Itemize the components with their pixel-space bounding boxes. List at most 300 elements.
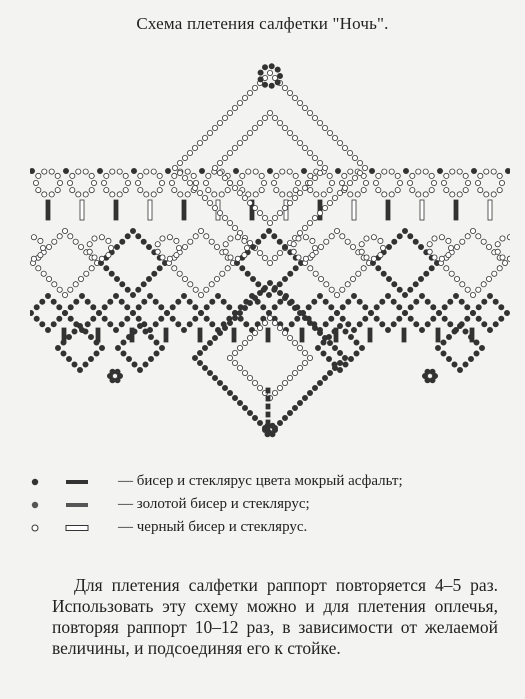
- bead: [31, 256, 36, 261]
- bead: [505, 168, 510, 173]
- bead: [342, 173, 347, 178]
- bead: [222, 155, 227, 160]
- bead: [474, 351, 479, 356]
- bead: [68, 234, 73, 239]
- bugle-bead: [114, 200, 118, 220]
- bead: [357, 170, 362, 175]
- bead: [329, 234, 334, 239]
- bead: [192, 185, 197, 190]
- bead: [450, 169, 455, 174]
- bead: [334, 292, 339, 297]
- bead: [491, 192, 496, 197]
- bead: [222, 175, 227, 180]
- bead: [36, 266, 41, 271]
- bead: [282, 125, 287, 130]
- bead: [293, 266, 298, 271]
- bead: [136, 305, 141, 310]
- bead: [327, 130, 332, 135]
- bead: [73, 239, 78, 244]
- bead: [439, 235, 444, 240]
- description-text: [52, 575, 498, 659]
- bead: [310, 238, 315, 243]
- legend-item-dark: [28, 470, 508, 493]
- bead: [250, 244, 255, 249]
- bead: [182, 244, 187, 249]
- bead: [312, 325, 317, 330]
- bugle-bead: [266, 388, 270, 393]
- bead: [207, 200, 212, 205]
- bead: [217, 160, 222, 165]
- bead: [307, 110, 312, 115]
- bead: [371, 235, 376, 240]
- bead: [380, 245, 385, 250]
- bead: [359, 345, 364, 350]
- bead: [144, 192, 149, 197]
- bugle-bead: [352, 200, 356, 220]
- bead: [292, 95, 297, 100]
- bead: [382, 169, 387, 174]
- bead: [315, 345, 320, 350]
- bead: [322, 125, 327, 130]
- bead: [317, 380, 322, 385]
- bead: [138, 188, 143, 193]
- bugle-bead: [266, 404, 270, 409]
- bead: [62, 310, 67, 315]
- bead: [96, 310, 101, 315]
- bead: [265, 423, 270, 428]
- bead: [362, 165, 367, 170]
- bead: [51, 299, 56, 304]
- bead: [130, 292, 135, 297]
- bead: [242, 370, 247, 375]
- bead: [389, 192, 394, 197]
- bead: [302, 145, 307, 150]
- bead: [247, 90, 252, 95]
- bead: [188, 239, 193, 244]
- bead: [297, 140, 302, 145]
- bead: [34, 316, 39, 321]
- bead: [191, 173, 196, 178]
- bead: [350, 244, 355, 249]
- bead: [154, 351, 159, 356]
- bead: [352, 175, 357, 180]
- bead: [137, 323, 142, 328]
- bead: [430, 369, 435, 374]
- bead: [470, 310, 475, 315]
- bead: [267, 315, 272, 320]
- bead: [102, 316, 107, 321]
- bead: [297, 365, 302, 370]
- bead: [228, 255, 233, 260]
- bead: [55, 188, 60, 193]
- bead: [203, 180, 208, 185]
- bead: [318, 276, 323, 281]
- bead: [257, 250, 262, 255]
- bead: [302, 360, 307, 365]
- bead: [187, 180, 192, 185]
- bead: [267, 260, 272, 265]
- bead: [40, 299, 45, 304]
- bead: [57, 180, 62, 185]
- bead: [312, 245, 317, 250]
- bugle-bead: [198, 328, 202, 342]
- bead: [97, 168, 102, 173]
- bead: [380, 322, 385, 327]
- bead: [493, 322, 498, 327]
- bead: [202, 195, 207, 200]
- bead: [123, 173, 128, 178]
- bead: [114, 244, 119, 249]
- bead: [83, 329, 88, 334]
- bead: [499, 180, 504, 185]
- bead: [52, 239, 57, 244]
- bead: [262, 115, 267, 120]
- bead: [262, 82, 267, 87]
- bead: [257, 385, 262, 390]
- bead: [457, 323, 462, 328]
- bead: [227, 150, 232, 155]
- bead: [232, 185, 237, 190]
- bugle-bead: [368, 328, 372, 342]
- bead: [136, 287, 141, 292]
- bead: [471, 168, 476, 173]
- bead: [357, 160, 362, 165]
- bead: [499, 316, 504, 321]
- bead: [342, 185, 347, 190]
- bead: [67, 180, 72, 185]
- bead: [402, 310, 407, 315]
- bead: [197, 350, 202, 355]
- bead: [237, 190, 242, 195]
- bead: [478, 188, 483, 193]
- bead: [125, 305, 130, 310]
- bead: [386, 276, 391, 281]
- bead: [77, 367, 82, 372]
- bugle-bead: [436, 328, 440, 342]
- bead: [272, 215, 277, 220]
- bead: [232, 315, 237, 320]
- bead: [237, 180, 242, 185]
- bead: [146, 276, 151, 281]
- bead: [259, 173, 264, 178]
- bead: [335, 168, 340, 173]
- bead: [347, 150, 352, 155]
- bead: [88, 334, 93, 339]
- legend-item-hollow: [28, 516, 508, 539]
- bead: [223, 242, 228, 247]
- bead: [192, 145, 197, 150]
- bead: [57, 287, 62, 292]
- bead: [332, 365, 337, 370]
- bead: [246, 169, 251, 174]
- bead: [429, 173, 434, 178]
- bead: [104, 188, 109, 193]
- bead: [217, 330, 222, 335]
- bead: [424, 271, 429, 276]
- bead: [267, 220, 272, 225]
- bead: [392, 282, 397, 287]
- bead: [272, 320, 277, 325]
- bead: [252, 125, 257, 130]
- bead: [252, 380, 257, 385]
- bead: [257, 325, 262, 330]
- bead: [373, 180, 378, 185]
- bead: [430, 378, 435, 383]
- bead: [131, 168, 136, 173]
- bead: [408, 287, 413, 292]
- bead: [225, 188, 230, 193]
- bead: [402, 292, 407, 297]
- bead: [147, 293, 152, 298]
- bead: [222, 215, 227, 220]
- bead: [222, 115, 227, 120]
- bead: [340, 287, 345, 292]
- bead: [397, 234, 402, 239]
- bead: [177, 271, 182, 276]
- bead: [359, 242, 364, 247]
- bead: [453, 293, 458, 298]
- bead: [491, 169, 496, 174]
- bead: [452, 329, 457, 334]
- bead: [302, 350, 307, 355]
- bead: [41, 271, 46, 276]
- bead: [465, 316, 470, 321]
- bead: [267, 168, 272, 173]
- bead: [177, 170, 182, 175]
- bead: [253, 192, 258, 197]
- bead: [297, 230, 302, 235]
- page-title: Схема плетения салфетки "Ночь".: [136, 14, 389, 33]
- bead: [479, 345, 484, 350]
- bead: [450, 192, 455, 197]
- bead: [132, 362, 137, 367]
- bead: [448, 322, 453, 327]
- bead: [444, 188, 449, 193]
- bead: [359, 249, 364, 254]
- bead: [92, 255, 97, 260]
- bead: [235, 256, 240, 261]
- bugle-bead: [300, 328, 304, 342]
- bead: [169, 180, 174, 185]
- bead: [99, 256, 104, 261]
- bead: [120, 282, 125, 287]
- bead: [446, 334, 451, 339]
- bead: [318, 244, 323, 249]
- bead: [317, 330, 322, 335]
- bead: [204, 234, 209, 239]
- bead: [332, 195, 337, 200]
- bead: [244, 322, 249, 327]
- bead: [113, 293, 118, 298]
- bead: [31, 235, 36, 240]
- bead: [274, 173, 279, 178]
- bead: [348, 192, 353, 197]
- bead: [289, 322, 294, 327]
- bead: [500, 255, 505, 260]
- bead: [247, 200, 252, 205]
- bead: [73, 282, 78, 287]
- bead: [154, 340, 159, 345]
- bead: [423, 192, 428, 197]
- bead: [72, 329, 77, 334]
- bead: [322, 375, 327, 380]
- bead: [247, 130, 252, 135]
- bead: [431, 180, 436, 185]
- bead: [38, 253, 43, 258]
- bead: [87, 249, 92, 254]
- bead: [459, 299, 464, 304]
- bead: [427, 242, 432, 247]
- bead: [207, 130, 212, 135]
- bead: [463, 362, 468, 367]
- bead: [46, 244, 51, 249]
- bead: [414, 322, 419, 327]
- bead: [74, 299, 79, 304]
- bead: [382, 192, 387, 197]
- bead: [115, 369, 120, 374]
- bead: [269, 83, 274, 88]
- bead: [212, 335, 217, 340]
- bead: [110, 192, 115, 197]
- bead: [193, 180, 198, 185]
- bead: [247, 335, 252, 340]
- bead: [121, 351, 126, 356]
- bead: [307, 355, 312, 360]
- bead: [410, 188, 415, 193]
- bead: [257, 210, 262, 215]
- bead: [266, 292, 271, 297]
- bead: [130, 310, 135, 315]
- bead: [117, 169, 122, 174]
- bead: [266, 310, 271, 315]
- bead: [446, 253, 451, 258]
- bead: [209, 239, 214, 244]
- legend-label-gold: — золотой бисер и стеклярус;: [118, 496, 310, 512]
- bead: [262, 285, 267, 290]
- bead: [481, 282, 486, 287]
- bead: [444, 173, 449, 178]
- bead: [323, 299, 328, 304]
- bead: [132, 329, 137, 334]
- bead: [214, 244, 219, 249]
- bead: [76, 192, 81, 197]
- bead: [115, 378, 120, 383]
- bead: [306, 305, 311, 310]
- bead: [242, 340, 247, 345]
- bead: [407, 180, 412, 185]
- bead: [288, 271, 293, 276]
- bead: [476, 305, 481, 310]
- bead: [202, 365, 207, 370]
- bead: [256, 239, 261, 244]
- bead: [277, 73, 282, 78]
- bead: [287, 90, 292, 95]
- bead: [91, 316, 96, 321]
- bead: [99, 345, 104, 350]
- bead: [57, 305, 62, 310]
- bead: [337, 367, 342, 372]
- bead: [418, 276, 423, 281]
- bead: [476, 234, 481, 239]
- bead: [242, 405, 247, 410]
- bead: [410, 173, 415, 178]
- bead: [172, 165, 177, 170]
- bead: [302, 225, 307, 230]
- bead: [346, 322, 351, 327]
- bead: [337, 323, 342, 328]
- bead: [378, 238, 383, 243]
- bead: [478, 173, 483, 178]
- bead: [345, 239, 350, 244]
- bead: [258, 70, 263, 75]
- bead: [198, 292, 203, 297]
- bead: [324, 239, 329, 244]
- bead: [282, 415, 287, 420]
- bead: [436, 310, 441, 315]
- bead: [302, 185, 307, 190]
- bead: [94, 340, 99, 345]
- bead: [159, 316, 164, 321]
- bead: [303, 235, 308, 240]
- bead: [363, 316, 368, 321]
- bead: [371, 256, 376, 261]
- bead: [188, 282, 193, 287]
- bead: [197, 190, 202, 195]
- legend: [28, 470, 508, 539]
- bead: [68, 287, 73, 292]
- bugle-bead: [80, 200, 84, 220]
- bead: [119, 299, 124, 304]
- bead: [507, 235, 510, 240]
- bead: [357, 299, 362, 304]
- bead: [277, 290, 282, 295]
- bead: [259, 188, 264, 193]
- bead: [312, 175, 317, 180]
- bead: [364, 236, 369, 241]
- bead: [92, 236, 97, 241]
- bead: [115, 345, 120, 350]
- bead: [232, 105, 237, 110]
- bead: [484, 192, 489, 197]
- bead: [296, 255, 301, 260]
- bead: [392, 239, 397, 244]
- bead: [348, 169, 353, 174]
- bead: [397, 305, 402, 310]
- bead: [167, 256, 172, 261]
- bead: [419, 293, 424, 298]
- bead: [282, 380, 287, 385]
- bead: [170, 305, 175, 310]
- bead: [176, 322, 181, 327]
- bead: [225, 266, 230, 271]
- bead: [159, 180, 164, 185]
- bead: [369, 168, 374, 173]
- bead: [322, 205, 327, 210]
- bead: [220, 271, 225, 276]
- bead: [40, 245, 45, 250]
- bead: [262, 65, 267, 70]
- bead: [84, 271, 89, 276]
- bead: [250, 276, 255, 281]
- bead: [329, 316, 334, 321]
- bead: [321, 192, 326, 197]
- bead: [262, 255, 267, 260]
- bead: [277, 385, 282, 390]
- bead: [269, 64, 274, 69]
- bead: [327, 340, 332, 345]
- bead: [418, 244, 423, 249]
- bead: [76, 169, 81, 174]
